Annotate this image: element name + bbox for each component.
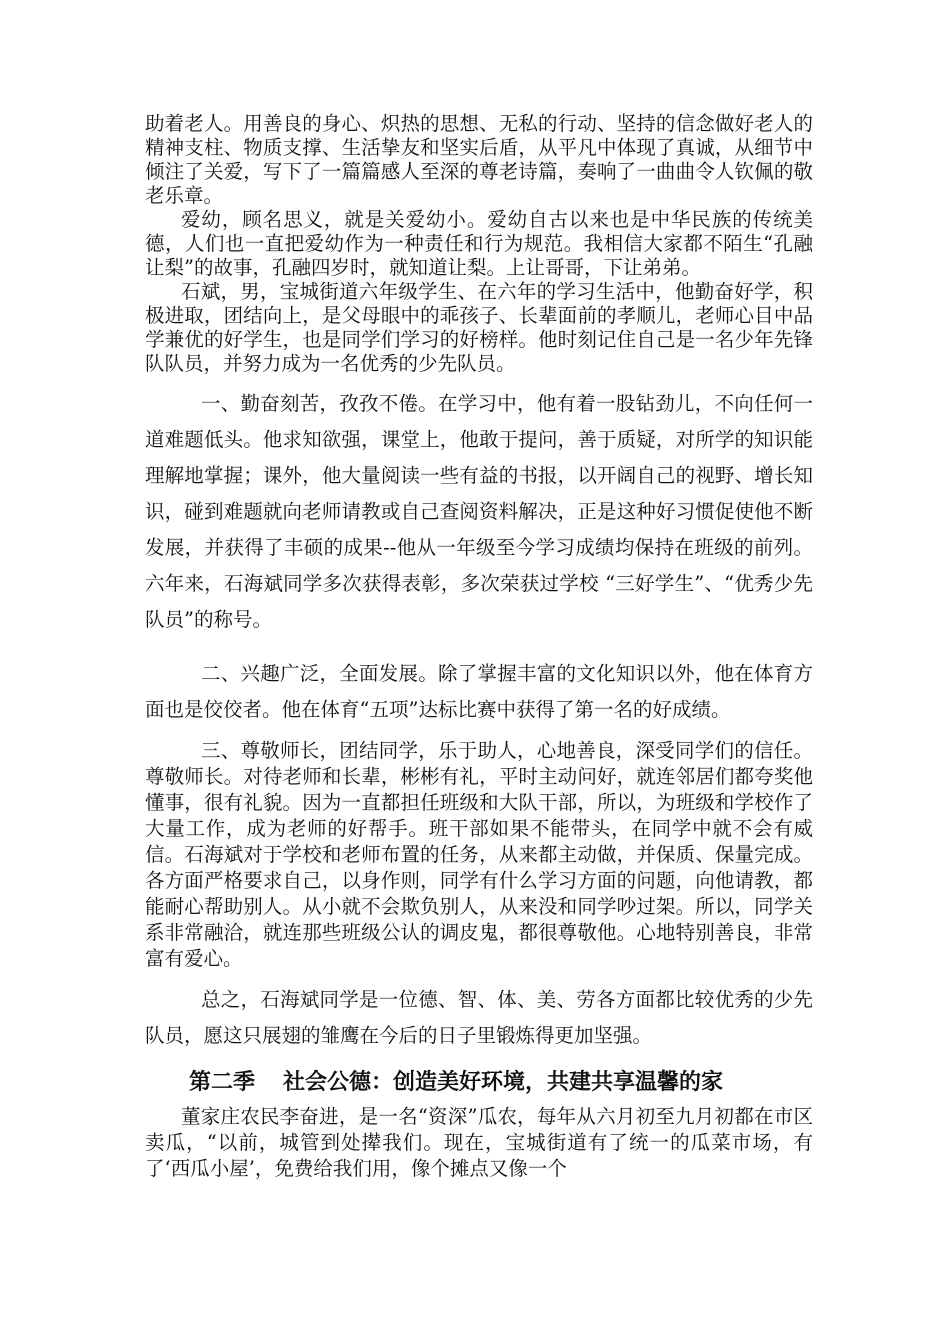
paragraph-melon-farmer: 董家庄农民李奋进，是一名“资深”瓜农，每年从六月初至九月初都在市区卖瓜，“以前，城管到处撵我们。现在，宝城街道有了统一的瓜菜市场，有了‘西瓜小屋’，免费给我们用，像个摊点又像一个 <box>145 1105 813 1180</box>
paragraph-respect-elders-end: 助着老人。用善良的身心、炽热的思想、无私的行动、坚持的信念做好老人的精神支柱、物质支撑、生活挚友和坚实后盾，从平凡中体现了真诚，从细节中倾注了关爱，写下了一篇篇感人至深的尊老诗篇，奏响了一曲曲令人钦佩的敬老乐章。 <box>145 112 813 207</box>
paragraph-conclusion: 总之，石海斌同学是一位德、智、体、美、劳各方面都比较优秀的少先队员，愿这只展翅的雏鹰在今后的日子里锻炼得更加坚强。 <box>145 988 813 1047</box>
paragraph-shi-bin-intro: 石斌，男，宝城街道六年级学生、在六年的学习生活中，他勤奋好学，积极进取，团结向上，是父母眼中的乖孩子、长辈面前的孝顺儿，老师心目中品学兼优的好学生，也是同学们学习的好榜样。他时刻记住自己是一名少年先锋队队员，并努力成为一名优秀的少先队员。 <box>145 280 813 375</box>
section-heading-title: 社会公德：创造美好环境，共建共享温馨的家 <box>283 1070 724 1095</box>
paragraph-diligent: 一、勤奋刻苦，孜孜不倦。在学习中，他有着一股钻劲儿，不向任何一道难题低头。他求知欲强，课堂上，他敢于提问，善于质疑，对所学的知识能理解地掌握；课外，他大量阅读一些有益的书报，以开阔自己的视野、增长知识，碰到难题就向老师请教或自己查阅资料解决，正是这种好习惯促使他不断发展，并获得了丰硕的成果--他从一年级至今学习成绩均保持在班级的前列。六年来，石海斌同学多次获得表彰，多次荣获过学校 “三好学生”、“优秀少先队员”的称号。 <box>145 392 813 631</box>
section-heading <box>145 1068 813 1098</box>
document-page <box>145 112 813 1182</box>
paragraph-love-young: 爱幼，顾名思义，就是关爱幼小。爱幼自古以来也是中华民族的传统美德，人们也一直把爱幼作为一种责任和行为规范。我相信大家都不陌生“孔融让梨”的故事，孔融四岁时，就知道让梨。上让哥哥，下让弟弟。 <box>145 208 813 279</box>
section-heading-season: 第二季 <box>189 1070 256 1095</box>
paragraph-interests: 二、兴趣广泛，全面发展。除了掌握丰富的文化知识以外，他在体育方面也是佼佼者。他在体育“五项”达标比赛中获得了第一名的好成绩。 <box>145 662 813 721</box>
paragraph-respect-teachers: 三、尊敬师长，团结同学，乐于助人，心地善良，深受同学们的信任。尊敬师长。对待老师和长辈，彬彬有礼，平时主动问好，就连邻居们都夸奖他懂事，很有礼貌。因为一直都担任班级和大队干部，所以，为班级和学校作了大量工作，成为老师的好帮手。班干部如果不能带头，在同学中就不会有威信。石海斌对于学校和老师布置的任务，从来都主动做，并保质、保量完成。各方面严格要求自己，以身作则，同学有什么学习方面的问题，向他请教，都能耐心帮助别人。从小就不会欺负别人，从来没和同学吵过架。所以，同学关系非常融洽，就连那些班级公认的调皮鬼，都很尊敬他。心地特别善良，非常富有爱心。 <box>145 739 813 970</box>
